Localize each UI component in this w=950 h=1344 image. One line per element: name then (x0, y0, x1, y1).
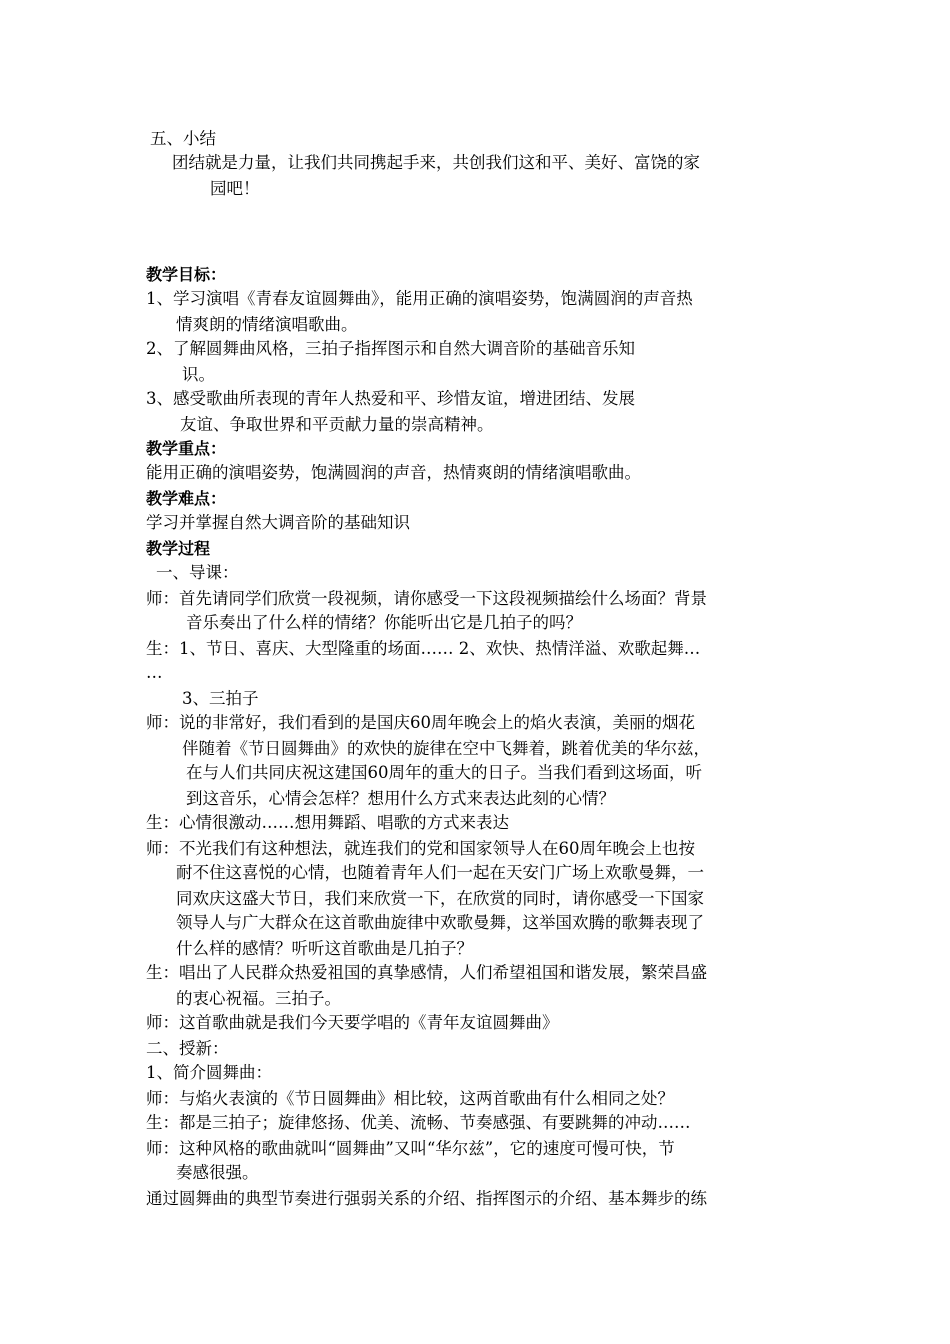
text-line: 通过圆舞曲的典型节奏进行强弱关系的介绍、指挥图示的介绍、基本舞步的练 (146, 1189, 707, 1208)
summary-line: 团结就是力量，让我们共同携起手来，共创我们这和平、美好、富饶的家 (172, 153, 700, 172)
summary-line: 园吧！ (210, 179, 260, 198)
summary-heading: 五、小结 (150, 129, 216, 148)
difficulty-text: 学习并掌握自然大调音阶的基础知识 (146, 513, 410, 532)
section-heading: 二、授新： (146, 1039, 229, 1058)
goal-item: 1、学习演唱《青春友谊圆舞曲》，能用正确的演唱姿势，饱满圆润的声音热 (146, 289, 693, 308)
text-line: 生：唱出了人民群众热爱祖国的真挚感情，人们希望祖国和谐发展，繁荣昌盛 (146, 963, 707, 982)
text-line: 领导人与广大群众在这首歌曲旋律中欢歌曼舞，这举国欢腾的歌舞表现了 (176, 913, 704, 932)
goal-item: 识。 (182, 365, 215, 384)
text-line: 1、简介圆舞曲： (146, 1063, 272, 1082)
process-heading: 教学过程 (146, 539, 211, 558)
text-line: 生：心情很激动……想用舞蹈、唱歌的方式来表达 (146, 813, 509, 832)
text-line: 师：首先请同学们欣赏一段视频，请你感受一下这段视频描绘什么场面？背景 (146, 589, 707, 608)
goal-item: 友谊、争取世界和平贡献力量的崇高精神。 (180, 415, 494, 434)
text-line: 伴随着《节日圆舞曲》的欢快的旋律在空中飞舞着，跳着优美的华尔兹， (182, 739, 710, 758)
text-line: 师：与焰火表演的《节日圆舞曲》相比较，这两首歌曲有什么相同之处？ (146, 1089, 674, 1108)
text-line: 师：这首歌曲就是我们今天要学唱的《青年友谊圆舞曲》 (146, 1013, 559, 1032)
goal-item: 3、感受歌曲所表现的青年人热爱和平、珍惜友谊，增进团结、发展 (146, 389, 635, 408)
goal-item: 情爽朗的情绪演唱歌曲。 (176, 315, 358, 334)
text-line: 生：都是三拍子；旋律悠扬、优美、流畅、节奏感强、有要跳舞的冲动…… (146, 1113, 691, 1132)
text-line: 师：不光我们有这种想法，就连我们的党和国家领导人在60周年晚会上也按 (146, 839, 695, 858)
text-line: 在与人们共同庆祝这建国60周年的重大的日子。当我们看到这场面，听 (186, 763, 702, 782)
text-line: 生：1、节日、喜庆、大型隆重的场面…… 2、欢快、热情洋溢、欢歌起舞… (146, 639, 701, 658)
text-line: 耐不住这喜悦的心情，也随着青年人们一起在天安门广场上欢歌曼舞，一 (176, 863, 704, 882)
goal-item: 2、了解圆舞曲风格，三拍子指挥图示和自然大调音阶的基础音乐知 (146, 339, 635, 358)
text-line: 3、三拍子 (182, 689, 259, 708)
key-point-text: 能用正确的演唱姿势，饱满圆润的声音，热情爽朗的情绪演唱歌曲。 (146, 463, 641, 482)
text-line: 什么样的感情？听听这首歌曲是几拍子？ (176, 939, 473, 958)
text-line: … (146, 663, 163, 682)
section-heading: 一、导课： (156, 563, 239, 582)
text-line: 音乐奏出了什么样的情绪？你能听出它是几拍子的吗？ (186, 613, 582, 632)
key-point-heading: 教学重点： (146, 439, 227, 458)
text-line: 到这音乐，心情会怎样？想用什么方式来表达此刻的心情？ (186, 789, 615, 808)
text-line: 同欢庆这盛大节日，我们来欣赏一下，在欣赏的同时，请你感受一下国家 (176, 889, 704, 908)
text-line: 师：说的非常好，我们看到的是国庆60周年晚会上的焰火表演，美丽的烟花 (146, 713, 695, 732)
text-line: 师：这种风格的歌曲就叫“圆舞曲”又叫“华尔兹”，它的速度可慢可快，节 (146, 1139, 675, 1158)
difficulty-heading: 教学难点： (146, 489, 227, 508)
text-line: 奏感很强。 (176, 1163, 259, 1182)
text-line: 的衷心祝福。三拍子。 (176, 989, 341, 1008)
goals-heading: 教学目标： (146, 265, 227, 284)
